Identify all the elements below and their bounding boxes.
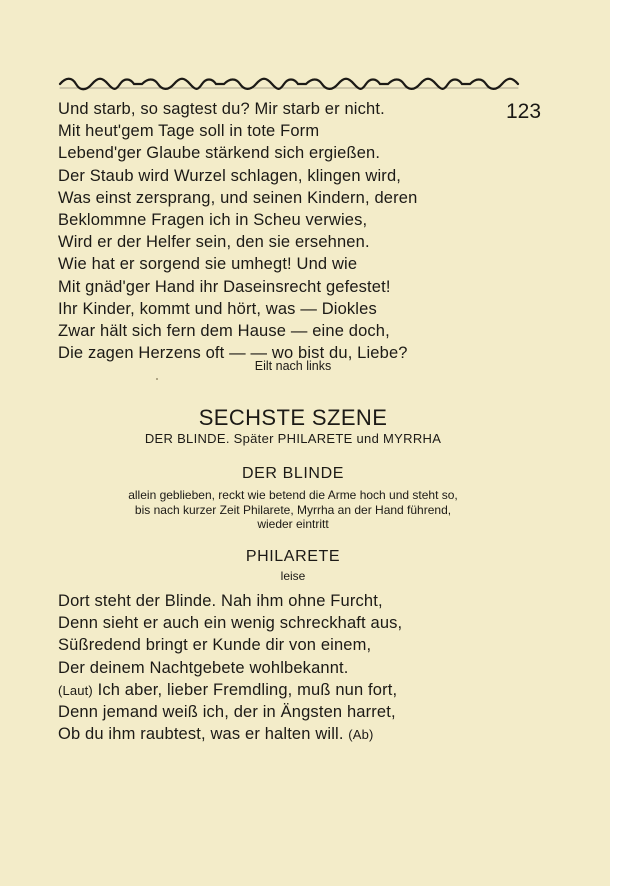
verse-line: Beklommne Fragen ich in Scheu verwies, bbox=[58, 210, 368, 229]
direction-line: wieder eintritt bbox=[257, 517, 329, 531]
verse-line: Was einst zersprang, und seinen Kindern, deren bbox=[58, 188, 418, 207]
verse-line-exit bbox=[58, 723, 528, 745]
verse-line: Lebend'ger Glaube stärkend sich ergießen. bbox=[58, 144, 381, 163]
verse-line: Süßredend bringt er Kunde dir von einem, bbox=[58, 636, 372, 655]
print-speck bbox=[156, 378, 158, 380]
stage-direction-leise: leise bbox=[280, 569, 306, 583]
page-number: 123 bbox=[506, 100, 542, 123]
scene-title: SECHSTE SZENE bbox=[198, 405, 388, 430]
verse-line: Und starb, so sagtest du? Mir starb er nicht. bbox=[58, 100, 385, 118]
verse-line-aside bbox=[58, 679, 528, 701]
verse-line: Denn sieht er auch ein wenig schreckhaft aus, bbox=[58, 614, 403, 633]
stage-direction-exit: Eilt nach links bbox=[254, 359, 332, 373]
verse-line: Die zagen Herzens oft — — wo bist du, Liebe? bbox=[58, 344, 408, 363]
direction-line: allein geblieben, reckt wie betend die Arme hoch und steht so, bbox=[128, 488, 458, 502]
verse-line: Ihr Kinder, kommt und hört, was — Diokles bbox=[58, 299, 377, 318]
aside-text: Ich aber, lieber Fremdling, muß nun fort, bbox=[97, 680, 398, 699]
speaker-name-philarete: PHILARETE bbox=[245, 548, 341, 565]
verse-line: Mit heut'gem Tage soll in tote Form bbox=[58, 122, 320, 141]
speaker-name-blinde: DER BLINDE bbox=[241, 465, 345, 482]
verse-block-1 bbox=[58, 98, 528, 364]
scene-cast-list: DER BLINDE. Später PHILARETE und MYRRHA bbox=[144, 431, 442, 446]
verse-line: Denn jemand weiß ich, der in Ängsten harret, bbox=[58, 702, 396, 721]
verse-block-2 bbox=[58, 590, 528, 745]
decorative-border-ornament bbox=[58, 76, 520, 92]
direction-line: bis nach kurzer Zeit Philarete, Myrrha an der Hand führend, bbox=[134, 502, 452, 517]
stage-direction-blinde bbox=[50, 488, 536, 532]
exit-tag: (Ab) bbox=[348, 727, 374, 743]
verse-line: Zwar hält sich fern dem Hause — eine doch, bbox=[58, 321, 390, 340]
verse-line: Der Staub wird Wurzel schlagen, klingen wird, bbox=[58, 166, 402, 185]
verse-line: Der deinem Nachtgebete wohlbekannt. bbox=[58, 658, 349, 677]
verse-line: Mit gnäd'ger Hand ihr Daseinsrecht gefestet! bbox=[58, 277, 391, 296]
aside-tag: (Laut) bbox=[58, 682, 93, 698]
verse-line: Wie hat er sorgend sie umhegt! Und wie bbox=[58, 255, 358, 274]
verse-line: Wird er der Helfer sein, den sie ersehnen. bbox=[58, 233, 370, 252]
final-line-text: Ob du ihm raubtest, was er halten will. bbox=[58, 725, 344, 744]
verse-line: Dort steht der Blinde. Nah ihm ohne Furcht, bbox=[58, 592, 383, 610]
